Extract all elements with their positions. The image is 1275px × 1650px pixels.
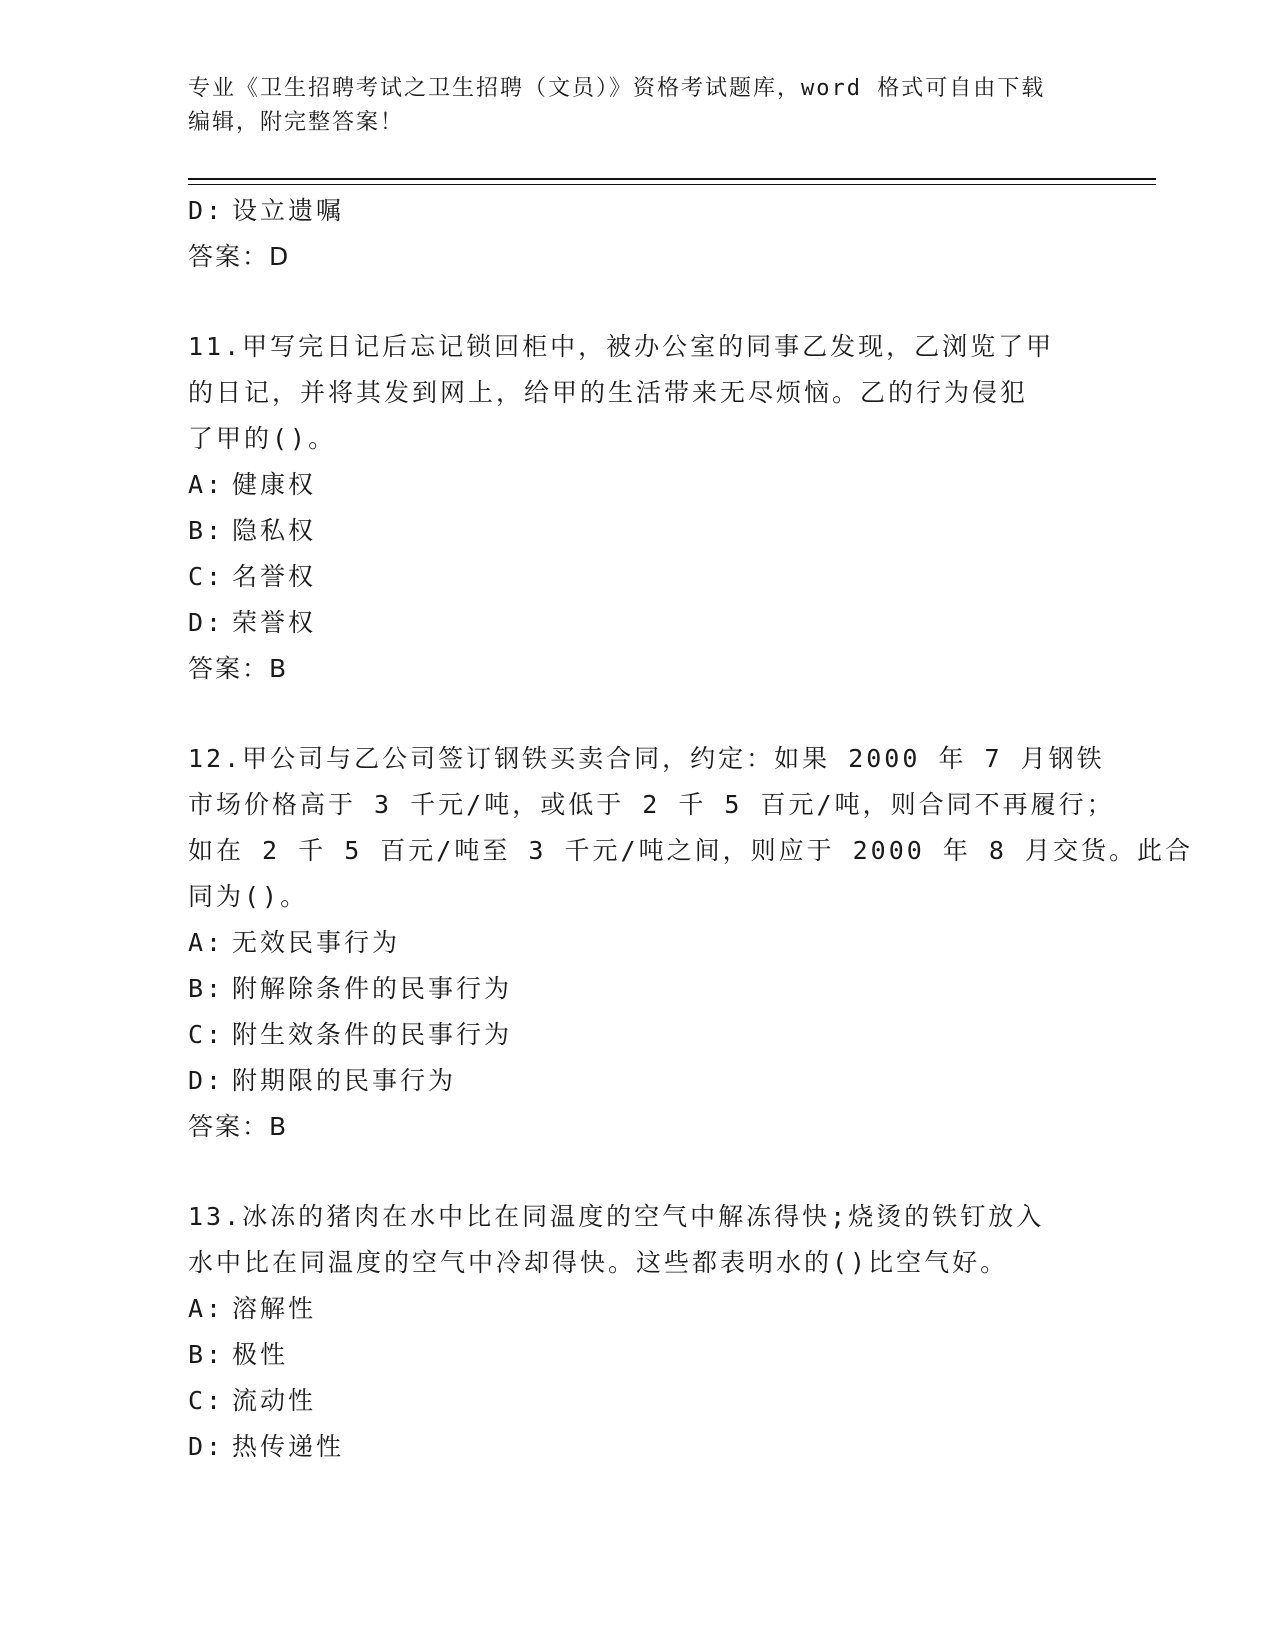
option-d	[188, 1058, 1088, 1104]
option-letter: D:	[188, 1066, 225, 1095]
option-letter: D:	[188, 1432, 225, 1461]
answer: 答案：B	[188, 654, 289, 683]
option-a	[188, 462, 1088, 508]
question-11	[188, 324, 1088, 692]
option-text: 极性	[232, 1340, 289, 1369]
header-line-1: 专业《卫生招聘考试之卫生招聘（文员）》资格考试题库，word 格式可自由下载	[188, 76, 1046, 101]
question-12	[188, 736, 1194, 1150]
header-divider-thin	[188, 184, 1156, 185]
question-text-line: 11.甲写完日记后忘记锁回柜中，被办公室的同事乙发现，乙浏览了甲	[188, 332, 1055, 361]
question-text-line: 市场价格高于 3 千元/吨，或低于 2 千 5 百元/吨，则合同不再履行；	[188, 790, 1115, 819]
question-content	[188, 188, 1194, 1470]
option-text: 附期限的民事行为	[232, 1066, 457, 1095]
option-letter: A:	[188, 1294, 225, 1323]
option-c	[188, 554, 1088, 600]
question-text-line: 13.冰冻的猪肉在水中比在同温度的空气中解冻得快;烧烫的铁钉放入	[188, 1202, 1045, 1231]
question-text-line: 12.甲公司与乙公司签订钢铁买卖合同，约定：如果 2000 年 7 月钢铁	[188, 744, 1105, 773]
option-letter: A:	[188, 928, 225, 957]
question-text-line: 了甲的()。	[188, 424, 337, 453]
question-13	[188, 1194, 1088, 1470]
option-b	[188, 966, 1088, 1012]
question-text-line: 如在 2 千 5 百元/吨至 3 千元/吨之间，则应于 2000 年 8 月交货。此合	[188, 836, 1194, 865]
option-a	[188, 1286, 1088, 1332]
question-text-line: 同为()。	[188, 882, 309, 911]
option-letter: A:	[188, 470, 225, 499]
option-text: 附解除条件的民事行为	[232, 974, 513, 1003]
answer: 答案：B	[188, 1112, 289, 1141]
question-text-line: 水中比在同温度的空气中冷却得快。这些都表明水的()比空气好。	[188, 1248, 1009, 1277]
option-letter: B:	[188, 1340, 225, 1369]
header-line-2: 编辑，附完整答案！	[188, 110, 405, 135]
option-letter: C:	[188, 562, 225, 591]
option-letter: C:	[188, 1020, 225, 1049]
option-d	[188, 1424, 1088, 1470]
option-text: 荣誉权	[232, 608, 317, 637]
document-header	[188, 72, 1088, 140]
option-text: 隐私权	[232, 516, 317, 545]
option-letter: B:	[188, 974, 225, 1003]
option-c	[188, 1012, 1088, 1058]
option-letter: D:	[188, 196, 225, 225]
prev-answer: 答案：D	[188, 242, 291, 271]
option-text: 溶解性	[232, 1294, 317, 1323]
option-b	[188, 508, 1088, 554]
prev-option-d	[188, 188, 1088, 234]
option-text: 无效民事行为	[232, 928, 401, 957]
option-letter: B:	[188, 516, 225, 545]
option-letter: D:	[188, 608, 225, 637]
option-c	[188, 1378, 1088, 1424]
question-text-line: 的日记，并将其发到网上，给甲的生活带来无尽烦恼。乙的行为侵犯	[188, 378, 1029, 407]
option-a	[188, 920, 1088, 966]
option-d	[188, 600, 1088, 646]
option-b	[188, 1332, 1088, 1378]
option-text: 流动性	[232, 1386, 317, 1415]
option-letter: C:	[188, 1386, 225, 1415]
option-text: 健康权	[232, 470, 317, 499]
option-text: 热传递性	[232, 1432, 345, 1461]
option-text: 设立遗嘱	[232, 196, 345, 225]
option-text: 名誉权	[232, 562, 317, 591]
option-text: 附生效条件的民事行为	[232, 1020, 513, 1049]
header-divider-thick	[188, 178, 1156, 180]
